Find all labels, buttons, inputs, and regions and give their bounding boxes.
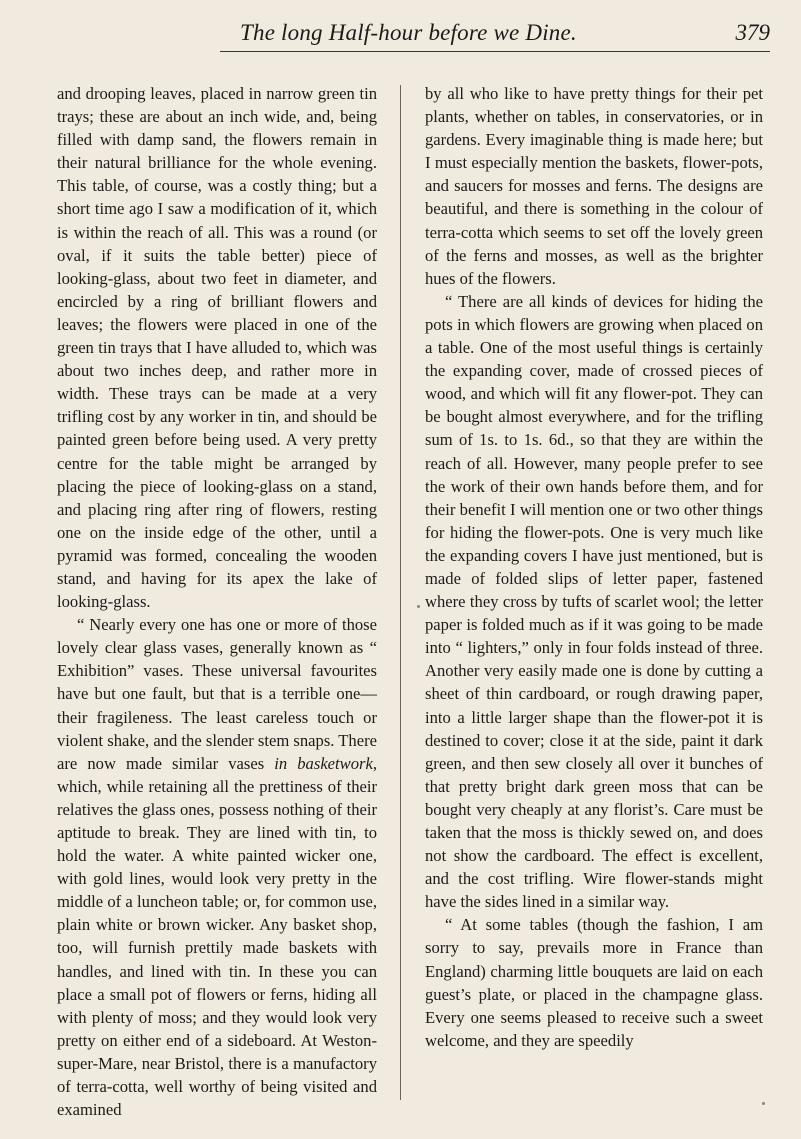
column-divider (400, 85, 401, 1100)
print-speck (417, 605, 420, 608)
paragraph-2-italic: in basketwork (274, 753, 373, 773)
paragraph-2-text-a: “ Nearly every one has one or more of those lovely clear glass vases, generally known as “ Exhibition” vases. These universal favourites have but one fault, but that is a terrible one—their fragileness. The least careless touch or violent shake, and the slender stem snaps. There are now made similar vases (57, 615, 377, 773)
print-speck (762, 1102, 765, 1105)
page-number: 379 (735, 20, 770, 45)
running-title: The long Half-hour before we Dine. (240, 20, 577, 45)
paragraph-4: “ There are all kinds of devices for hiding the pots in which flowers are growing when placed on a table. One of the most useful things is certainly the expanding cover, made of crossed pieces of wood, and which will fit any flower-pot. They can be bought almost everywhere, and for the trifling sum of 1s. to 1s. 6d., so that they are within the reach of all. However, many people prefer to see the work of their own hands before them, and for their benefit I will mention one or two other things for hiding the flower-pots. One is very much like the expanding covers I have just mentioned, but is made of folded slips of letter paper, fastened where they cross by tufts of scarlet wool; the letter paper is folded much as if it was going to be made into “ lighters,” only in four folds instead of three. Another very easily made one is done by cutting a sheet of thin cardboard, or rough drawing paper, into a little larger shape than the flower-pot it is destined to cover; close it at the side, paint it dark green, and then sew closely all over it bunches of that pretty bright dark green moss that can be bought very cheaply at any florist’s. Care must be taken that the moss is thickly sewed on, and does not show the cardboard. The effect is excellent, and the cost trifling. Wire flower-stands might have the sides lined in a similar way. (425, 291, 763, 912)
left-column (57, 82, 377, 1121)
header-rule (220, 51, 770, 52)
paragraph-5: “ At some tables (though the fashion, I am sorry to say, prevails more in France than England) charming little bouquets are laid on each guest’s plate, or placed in the champagne glass. Every one seems pleased to receive such a sweet welcome, and they are speedily (425, 915, 763, 1050)
right-column (425, 82, 763, 1052)
paragraph-3: by all who like to have pretty things for their pet plants, whether on tables, in conservatories, or in gardens. Every imaginable thing is made here; but I must especially mention the baskets, flower-pots, and saucers for mosses and ferns. The designs are beautiful, and there is something in the colour of terra-cotta which seems to set off the lovely green of the ferns and mosses, as well as the brighter hues of the flowers. (425, 84, 763, 288)
page-header (30, 20, 770, 60)
paragraph-2 (57, 613, 377, 1121)
paragraph-1: and drooping leaves, placed in narrow green tin trays; these are about an inch wide, and, being filled with damp sand, the flowers remain in their natural brilliance for the whole evening. This table, of course, was a costly thing; but a short time ago I saw a modification of it, which is within the reach of all. This was a round (or oval, if it suits the table better) piece of looking-glass, about two feet in diameter, and encircled by a ring of brilliant flowers and leaves; the flowers were placed in one of the green tin trays that I have alluded to, which was about two inches deep, and rather more in width. These trays can be made at a very trifling cost by any worker in tin, and should be painted green before being used. A very pretty centre for the table might be arranged by placing the piece of looking-glass on a stand, and placing ring after ring of flowers, resting one on the inside edge of the other, until a pyramid was formed, concealing the wooden stand, and having for its apex the lake of looking-glass. (57, 84, 377, 612)
paragraph-2-text-b: , which, while retaining all the prettiness of their relatives the glass ones, possess nothing of their aptitude to break. They are lined with tin, to hold the water. A white painted wicker one, with gold lines, would look very pretty in the middle of a luncheon table; or, for common use, plain white or brown wicker. Any basket shop, too, will furnish prettily made baskets with handles, and lined with tin. In these you can place a small pot of flowers or ferns, hiding all with plenty of moss; and they would look very pretty on either end of a sideboard. At Weston-super-Mare, near Bristol, there is a manufactory of terra-cotta, well worthy of being visited and examined (57, 753, 377, 1120)
